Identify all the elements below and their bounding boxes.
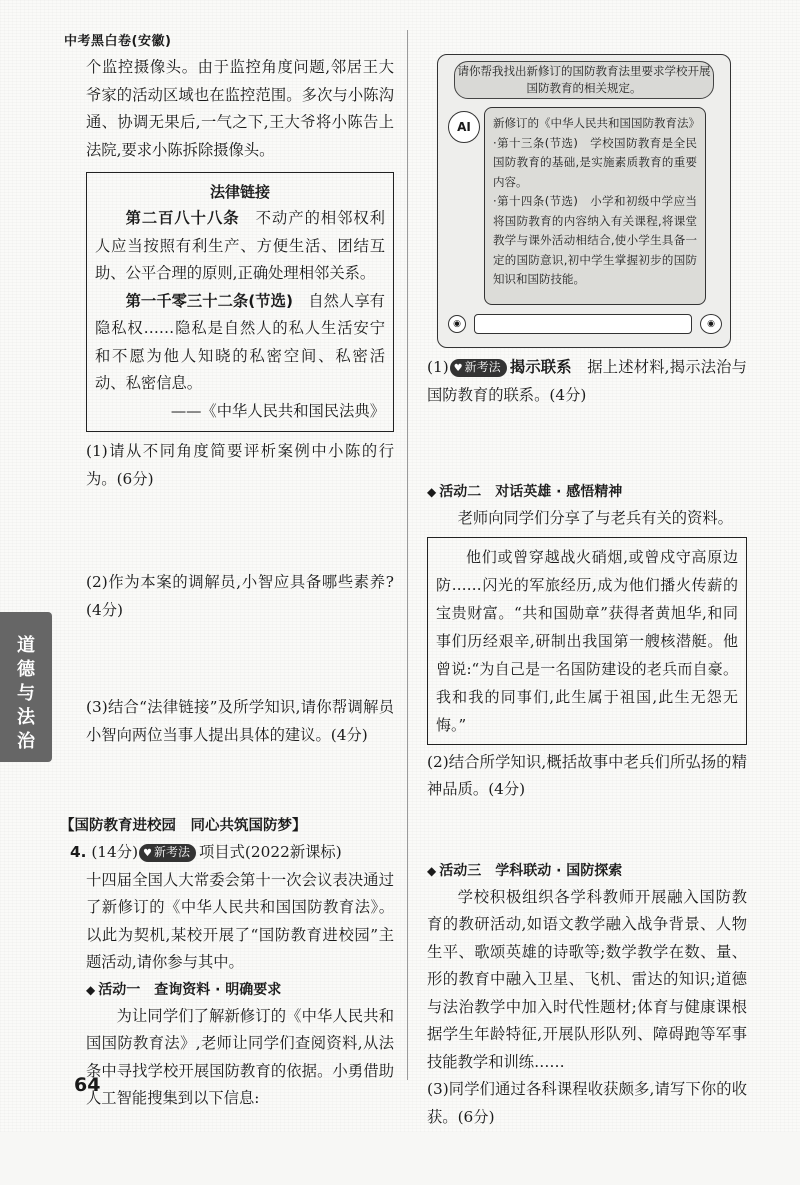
activity-1-label: 活动一 查询资料 · 明确要求 [98, 981, 282, 998]
diamond-icon: ◆ [86, 982, 96, 997]
veteran-story-text: 他们或曾穿越战火硝烟,或曾戍守高原边防……闪光的军旅经历,成为他们播火传薪的宝贵财富。“共和国勋章”获得者黄旭华,和同事们历经艰辛,研制出我国第一艘核潜艇。他曾说:“为自己是一名国防建设的老兵而自豪。我和我的同事们,此生属于祖国,此生无怨无悔。” [436, 547, 738, 734]
question-4-2: (2)结合所学知识,概括故事中老兵们所弘扬的精神品质。(4分) [427, 752, 747, 798]
question-4-1 [427, 354, 747, 409]
veteran-story-box [427, 537, 747, 745]
right-column [427, 54, 747, 1185]
new-method-badge-2 [450, 359, 507, 377]
question-4-3: (3)同学们通过各科课程收获颇多,请写下你的收获。(6分) [427, 1080, 747, 1126]
voice-icon[interactable]: ◉ [448, 315, 466, 333]
ai-chat-input[interactable] [474, 314, 692, 334]
law-article-1032 [95, 288, 385, 398]
question-3-2: (2)作为本案的调解员,小智应具备哪些素养?(4分) [86, 573, 394, 619]
badge-label: 新考法 [154, 845, 191, 859]
ai-query-banner: 请你帮我找出新修订的国防教育法里要求学校开展国防教育的相关规定。 [454, 61, 714, 99]
ai-avatar-icon: AI [448, 111, 480, 143]
case-intro-text: 个监控摄像头。由于监控角度问题,邻居王大爷家的活动区域也在监控范围。多次与小陈沟通、协调无果后,一气之下,王大爷将小陈告上法院,要求小陈拆除摄像头。 [86, 58, 394, 159]
question-4-number: 4. [70, 843, 87, 861]
heart-icon: ♥ [143, 848, 153, 859]
question-3-1: (1)请从不同角度简要评析案例中小陈的行为。(6分) [86, 442, 394, 488]
activity-2-title [427, 479, 747, 505]
new-method-badge [139, 844, 196, 862]
law-article-288 [95, 205, 385, 288]
ai-response-article-13: ·第十三条(节选) 学校国防教育是全民国防教育的基础,是实施素质教育的重要内容。 [493, 135, 697, 189]
ai-response-title: 新修订的《中华人民共和国国防教育法》 [493, 116, 700, 130]
article-288-text: 不动产的相邻权利人应当按照有利生产、方便生活、团结互助、公平合理的原则,正确处理相邻关系。 [95, 209, 385, 282]
activity-1-title [86, 977, 394, 1003]
article-288-heading: 第二百八十八条 [125, 209, 240, 227]
ai-input-row [448, 313, 720, 335]
article-1032-text: 自然人享有隐私权……隐私是自然人的私人生活安宁和不愿为他人知晓的私密空间、私密活动、私密信息。 [95, 291, 385, 392]
column-divider [407, 30, 408, 1080]
question-4-meta [70, 839, 394, 867]
diamond-icon: ◆ [427, 485, 437, 499]
subject-side-tab [0, 612, 52, 762]
question-4-intro: 十四届全国人大常委会第十一次会议表决通过了新修订的《中华人民共和国国防教育法》。以此为契机,某校开展了“国防教育进校园”主题活动,请你参与其中。 [86, 870, 394, 971]
activity-2-label: 活动二 对话英雄 · 感悟精神 [439, 484, 623, 500]
left-column [60, 54, 394, 1113]
answer-space-3-1[interactable] [86, 493, 394, 563]
section-title: 【国防教育进校园 同心共筑国防梦】 [60, 818, 307, 834]
page-number: 64 [74, 1074, 101, 1096]
activity-3-text: 学校积极组织各学科教师开展融入国防教育的教研活动,如语文教学融入战争背景、人物生平、歌颂英雄的诗歌等;数学教学在数、量、形的教育中融入卫星、飞机、雷达的知识;道德与法治教学中加入时代性题材;体育与健康课根据学生年龄特征,开展队形队列、障碍跑等军事技能教学和训练…… [427, 887, 747, 1071]
diamond-icon: ◆ [427, 863, 437, 878]
question-4-1-text: 据上述材料,揭示法治与国防教育的联系。(4分) [427, 358, 747, 404]
question-4-type: 项目式(2022新课标) [199, 843, 342, 861]
answer-space-3-3[interactable] [86, 749, 394, 813]
ai-response-article-14: ·第十四条(节选) 小学和初级中学应当将国防教育的内容纳入有关课程,将课堂教学与课外活动相结合,使小学生具备一定的国防意识,初中学生掌握初步的国防知识和国防技能。 [493, 194, 697, 286]
question-4-1-number: (1) [427, 358, 449, 376]
ai-response-bubble [484, 107, 706, 305]
page-header: 中考黑白卷(安徽) [64, 34, 172, 49]
ai-chat-panel [437, 54, 731, 348]
law-link-box [86, 172, 394, 432]
activity-1-text: 为让同学们了解新修订的《中华人民共和国国防教育法》,老师让同学们查阅资料,从法条中寻找学校开展国防教育的依据。小勇借助人工智能搜集到以下信息: [86, 1006, 394, 1107]
activity-2-intro: 老师向同学们分享了与老兵有关的资料。 [457, 509, 733, 527]
heart-icon: ♥ [453, 363, 463, 374]
law-source: ——《中华人民共和国民法典》 [170, 401, 385, 420]
subject-label: 道德与法治 [17, 635, 35, 752]
law-link-title: 法律链接 [209, 183, 270, 201]
question-3-3: (3)结合“法律链接”及所学知识,请你帮调解员小智向两位当事人提出具体的建议。(4分) [86, 698, 394, 744]
activity-3-title [427, 858, 747, 884]
answer-space-3-2[interactable] [86, 624, 394, 688]
question-4-1-heading: 揭示联系 [509, 358, 572, 376]
article-1032-heading: 第一千零三十二条(节选) [125, 291, 293, 310]
answer-space-4-3[interactable] [427, 1131, 747, 1185]
badge-label-2: 新考法 [464, 360, 501, 374]
activity-3-label: 活动三 学科联动 · 国防探索 [439, 862, 623, 879]
answer-space-4-2[interactable] [427, 804, 747, 858]
send-icon[interactable]: ◉ [700, 314, 722, 334]
question-4-score: (14分) [91, 843, 139, 861]
answer-space-4-1[interactable] [427, 409, 747, 479]
